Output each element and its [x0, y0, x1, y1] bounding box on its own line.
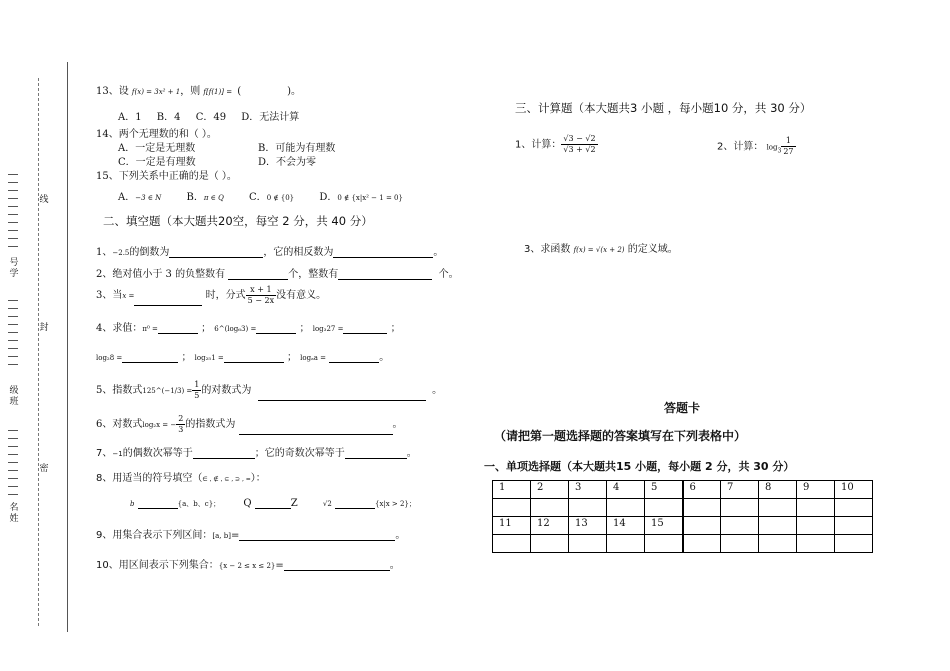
answer-blank[interactable]: [169, 247, 263, 258]
question-15: 15、下列关系中正确的是（ ）。: [96, 171, 237, 182]
fraction: $\frac{1}{27}$: [783, 136, 794, 156]
answer-cell[interactable]: [569, 535, 607, 553]
answer-cell[interactable]: [607, 499, 645, 517]
question-13-options: A．1 B．4 C．49 D．无法计算: [118, 112, 300, 123]
fill-question-6: 6、对数式log₂x = − $\frac{2}{3}$ 的指数式为 。: [96, 414, 403, 434]
margin-tick: [8, 230, 18, 231]
answer-blank[interactable]: [256, 323, 296, 334]
answer-grid: [492, 480, 873, 553]
answer-cell-label: 11: [493, 517, 531, 535]
answer-card-title: 答题卡: [664, 401, 701, 415]
margin-tick: [8, 470, 18, 471]
margin-tick: [8, 206, 18, 207]
answer-cell[interactable]: [759, 535, 797, 553]
answer-cell-label: [683, 517, 721, 535]
answer-cell[interactable]: [683, 499, 721, 517]
fraction: $\frac{√3 - √2}{√3 + √2}$: [563, 134, 596, 154]
answer-cell-label: 9: [797, 481, 835, 499]
calc-question-1: 1、计算： $\frac{√3 - √2}{√3 + √2}$: [515, 134, 596, 154]
question-13: 13、设 f(x) = 3x² + 1，则 f[f(1)] = ( )。: [96, 86, 302, 97]
margin-tick: [8, 190, 18, 191]
margin-tick: [8, 316, 18, 317]
calc-question-2: 2、计算： $\log_3$ $\frac{1}{27}$: [717, 136, 794, 156]
answer-cell[interactable]: [721, 535, 759, 553]
answer-cell[interactable]: [531, 499, 569, 517]
answer-cell[interactable]: [531, 535, 569, 553]
fill-question-7: 7、−1的偶数次幂等于 ；它的奇数次幂等于 。: [96, 448, 417, 459]
margin-field-banji: 级班: [9, 386, 19, 407]
table-row: [493, 481, 873, 499]
margin-tick: [8, 462, 18, 463]
fraction: $\frac{1}{5}$: [194, 380, 200, 400]
margin-tick: [8, 182, 18, 183]
fill-question-1: 1、−2.5的倒数为 ，它的相反数为 。: [96, 247, 444, 258]
answer-cell-label: [721, 517, 759, 535]
answer-blank[interactable]: [333, 247, 433, 258]
answer-blank[interactable]: [335, 498, 375, 509]
margin-tick: [8, 332, 18, 333]
fill-question-8: 8、用适当的符号填空（∈ , ∉ , ⊆ , ⊇ , =）：: [96, 473, 266, 484]
answer-cell[interactable]: [835, 535, 873, 553]
fill-question-10: 10、用区间表示下列集合：{x − 2 ≤ x ≤ 2}= 。: [96, 560, 400, 571]
answer-blank[interactable]: [239, 424, 393, 435]
answer-cell-label: 2: [531, 481, 569, 499]
answer-cell-label: 3: [569, 481, 607, 499]
answer-cell[interactable]: [683, 535, 721, 553]
answer-cell[interactable]: [645, 535, 683, 553]
margin-label-feng: 封: [39, 323, 49, 333]
answer-cell-label: 5: [645, 481, 683, 499]
answer-cell-label: 13: [569, 517, 607, 535]
margin-tick: [8, 214, 18, 215]
answer-blank[interactable]: [158, 323, 198, 334]
answer-cell[interactable]: [607, 535, 645, 553]
fill-question-9: 9、用集合表示下列区间：[a, b]= 。: [96, 530, 406, 541]
question-15-options: A．−3 ∈ N B．π ∈ Q C．0 ∉ {0} D．0 ∉ {x|x² − 1 = 0}: [118, 192, 403, 203]
question-14-option-c: C．一定是有理数: [118, 157, 196, 168]
answer-cell[interactable]: [493, 535, 531, 553]
answer-cell-label: 7: [721, 481, 759, 499]
fraction: $\frac{2}{3}$: [178, 414, 184, 434]
binding-dashed-line: [38, 78, 39, 626]
answer-blank[interactable]: [284, 560, 390, 571]
margin-tick: [8, 324, 18, 325]
answer-cell[interactable]: [797, 535, 835, 553]
fill-question-2: 2、绝对值小于 3 的负整数有 个，整数有 个。: [96, 269, 459, 280]
table-row: [493, 499, 873, 517]
answer-cell[interactable]: [797, 499, 835, 517]
margin-tick: [8, 430, 18, 431]
answer-blank[interactable]: [193, 448, 255, 459]
answer-blank[interactable]: [239, 530, 395, 541]
answer-cell-label: [835, 517, 873, 535]
answer-cell-label: [797, 517, 835, 535]
answer-cell-label: 4: [607, 481, 645, 499]
margin-tick: [8, 300, 18, 301]
answer-blank[interactable]: [138, 498, 178, 509]
margin-label-mi: 密: [39, 464, 49, 474]
question-14-option-a: A．一定是无理数: [118, 143, 196, 154]
answer-cell-label: 15: [645, 517, 683, 535]
section-2-title: 二、填空题（本大题共20空，每空 2 分，共 40 分）: [103, 214, 373, 228]
margin-tick: [8, 246, 18, 247]
answer-cell-label: 6: [683, 481, 721, 499]
answer-blank[interactable]: [343, 323, 387, 334]
margin-field-xingming: 名姓: [9, 503, 19, 524]
answer-blank[interactable]: [134, 295, 202, 306]
fill-question-8-items: b {a、b、c}； Q Z √2 {x|x > 2}；: [130, 498, 416, 509]
answer-blank[interactable]: [329, 352, 379, 363]
answer-card-subtitle: 一、单项选择题（本大题共15 小题，每小题 2 分，共 30 分）: [484, 460, 795, 473]
answer-cell-label: [759, 517, 797, 535]
fill-question-4-line-2: log₂8 = ； log₂₅1 = ； logₐa = 。: [96, 352, 390, 363]
margin-tick: [8, 486, 18, 487]
answer-blank[interactable]: [122, 352, 178, 363]
margin-tick: [8, 364, 18, 365]
table-row: [493, 517, 873, 535]
answer-cell[interactable]: [721, 499, 759, 517]
margin-tick: [8, 478, 18, 479]
answer-blank[interactable]: [255, 498, 291, 509]
margin-tick: [8, 446, 18, 447]
binding-solid-line: [67, 62, 68, 632]
answer-card-note: （请把第一题选择题的答案填写在下列表格中）: [494, 429, 747, 443]
margin-tick: [8, 438, 18, 439]
answer-cell-label: 12: [531, 517, 569, 535]
margin-label-xian: 线: [39, 195, 49, 205]
answer-blank[interactable]: [228, 269, 288, 280]
answer-cell[interactable]: [759, 499, 797, 517]
answer-blank[interactable]: [258, 390, 426, 401]
answer-cell[interactable]: [835, 499, 873, 517]
margin-tick: [8, 174, 18, 175]
fill-question-5: 5、指数式125^(−1/3) = $\frac{1}{5}$ 的对数式为 。: [96, 380, 443, 400]
margin-tick: [8, 198, 18, 199]
margin-tick: [8, 238, 18, 239]
margin-tick: [8, 308, 18, 309]
answer-cell[interactable]: [569, 499, 607, 517]
margin-tick: [8, 454, 18, 455]
answer-blank[interactable]: [345, 448, 407, 459]
margin-tick: [8, 340, 18, 341]
fraction: $\frac{x + 1}{5 - 2x}$: [247, 285, 275, 305]
question-14: 14、两个无理数的和（ ）。: [96, 129, 217, 140]
margin-field-xuehao: 号学: [9, 258, 19, 279]
margin-tick: [8, 348, 18, 349]
margin-tick: [8, 494, 18, 495]
question-14-option-b: B．可能为有理数: [258, 143, 336, 154]
answer-cell-label: 10: [835, 481, 873, 499]
answer-cell-label: 8: [759, 481, 797, 499]
answer-cell-label: 1: [493, 481, 531, 499]
answer-blank[interactable]: [224, 352, 284, 363]
fill-question-4: 4、求值：π⁰ = ； 6^(log₆3) = ； log₃27 = ；: [96, 323, 401, 334]
fill-question-3: 3、当x = 时，分式 $\frac{x + 1}{5 - 2x}$ 没有意义。: [96, 285, 327, 305]
margin-tick: [8, 222, 18, 223]
calc-question-3: 3、求函数 f(x) = √(x + 2) 的定义域。: [524, 244, 678, 255]
answer-cell-label: 14: [607, 517, 645, 535]
table-row: [493, 535, 873, 553]
answer-cell[interactable]: [645, 499, 683, 517]
question-14-option-d: D．不会为零: [258, 157, 317, 168]
section-3-title: 三、计算题（本大题共3 小题 ，每小题10 分，共 30 分）: [515, 101, 812, 115]
answer-blank[interactable]: [338, 269, 432, 280]
margin-tick: [8, 356, 18, 357]
answer-cell[interactable]: [493, 499, 531, 517]
